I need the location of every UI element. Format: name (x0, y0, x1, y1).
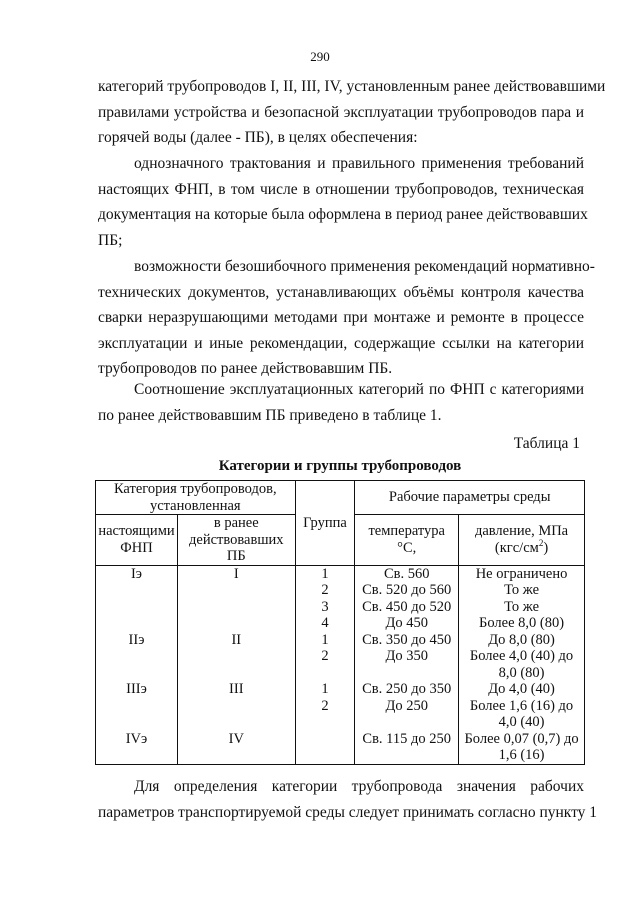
table-cell: Св. 450 до 520 (362, 598, 452, 615)
header-group: Группа (295, 481, 355, 566)
text-line: документация на которые была оформлена в период ранее действовавших (98, 206, 588, 223)
column-current-category (96, 565, 178, 764)
text-line: сварки неразрушающими методами при монтаже и ремонте в процессе (98, 309, 584, 326)
text-line: параметров транспортируемой среды следует принимать согласно пункту 1 (98, 803, 598, 821)
table-cell: Св. 115 до 250 (362, 730, 452, 747)
table-cell: Более 1,6 (16) до (469, 697, 574, 714)
text-line: категорий трубопроводов I, II, III, IV, установленным ранее действовавшими (98, 78, 606, 95)
text-line: эксплуатации и иные рекомендации, содержащие ссылки на категории (98, 334, 584, 352)
table-cell: 2 (321, 648, 329, 664)
page-number: 290 (310, 49, 330, 64)
text-line: возможности безошибочного применения рекомендаций нормативно- (134, 258, 595, 275)
column-pressure (459, 565, 585, 764)
table-cell (180, 582, 293, 599)
text-line: настоящих ФНП, в том числе в отношении трубопроводов, техническая (98, 180, 584, 198)
table-cell: Iэ (130, 565, 143, 582)
paragraph-determination (98, 774, 598, 825)
table-cell (298, 714, 353, 731)
table-cell: 1 (321, 631, 329, 648)
table-cell: Более 4,0 (40) до (469, 648, 574, 664)
header-former: в ранее действовавших ПБ (177, 515, 295, 566)
table-cell: Не ограничено (475, 565, 568, 582)
table-cell (180, 615, 293, 632)
table-cell (180, 665, 293, 682)
paragraph-intro (98, 74, 606, 151)
paragraph-interpretation (98, 151, 588, 253)
table-cell (180, 599, 293, 616)
table-cell: 3 (321, 598, 329, 615)
table-cell: Более 8,0 (80) (479, 615, 565, 631)
table-cell: 1 (321, 681, 329, 697)
table-cell (98, 648, 175, 665)
table-cell: До 4,0 (40) (488, 681, 555, 697)
table-cell: Более 0,07 (0,7) до (464, 730, 579, 747)
table-cell: 2 (321, 697, 329, 714)
table-cell (357, 714, 456, 731)
header-category: Категория трубопроводов, установленная (96, 481, 296, 515)
header-params: Рабочие параметры среды (355, 481, 585, 515)
header-current: настоящими ФНП (96, 515, 178, 566)
table-cell (357, 665, 456, 682)
column-former-category (177, 565, 295, 764)
text-line: горячей воды (далее - ПБ), в целях обеспечения: (98, 129, 418, 146)
table-label: Таблица 1 (513, 435, 580, 452)
text-line: технических документов, устанавливающих объёмы контроля качества (98, 283, 584, 301)
table-cell (98, 665, 175, 682)
table-cell (98, 599, 175, 616)
table-cell: IIэ (128, 631, 145, 648)
header-pressure (459, 515, 585, 566)
table-cell: Св. 520 до 560 (362, 582, 452, 598)
header-pressure-line2: $(кгс/см^2)$ (494, 537, 549, 556)
header-temperature: температура °С, (355, 515, 459, 566)
table-cell (98, 615, 175, 632)
table-cell (180, 698, 293, 715)
table-cell: То же (504, 598, 539, 615)
table-cell: 8,0 (80) (498, 664, 545, 681)
table-cell: Св. 350 до 450 (362, 631, 452, 648)
table-cell (98, 582, 175, 599)
text-line: Для определения категории трубопровода значения рабочих (134, 778, 584, 795)
text-line: по ранее действовавшим ПБ приведено в таблице 1. (98, 406, 442, 424)
table-cell (180, 714, 293, 731)
text-line: трубопроводов по ранее действовавшим ПБ. (98, 360, 393, 377)
table-cell (98, 698, 175, 715)
table-cell (180, 648, 293, 665)
paragraph-correspondence (98, 377, 584, 428)
table-cell: I (233, 565, 239, 582)
table-cell (298, 665, 353, 682)
table-cell (298, 731, 353, 748)
table-cell: 2 (321, 582, 329, 598)
table-cell: II (231, 631, 242, 648)
header-pressure-line1: давление, МПа (474, 523, 569, 540)
text-line: ПБ; (98, 231, 123, 249)
categories-table (95, 480, 585, 765)
text-line: однозначного трактования и правильного применения требований (134, 155, 584, 172)
table-cell: До 8,0 (80) (488, 631, 555, 648)
table-cell: До 250 (385, 697, 428, 714)
column-temperature (355, 565, 459, 764)
table-cell (98, 714, 175, 731)
text-line: правилами устройства и безопасной эксплуатации трубопроводов пара и (98, 103, 584, 121)
table-cell: IV (228, 730, 244, 747)
table-cell: Св. 560 (383, 565, 430, 582)
column-group (295, 565, 355, 764)
table-cell: 4 (321, 615, 329, 631)
table-cell: IVэ (125, 730, 148, 747)
text-line: Соотношение эксплуатационных категорий по ФНП с категориями (134, 381, 584, 398)
table-cell: То же (504, 582, 539, 598)
table-cell: Св. 250 до 350 (362, 681, 452, 697)
table-cell: До 450 (385, 615, 428, 631)
table-cell: 4,0 (40) (498, 714, 545, 730)
table-cell: IIIэ (126, 681, 147, 697)
table-cell: До 350 (385, 648, 428, 664)
table-title: Категории и группы трубопроводов (218, 458, 462, 474)
table-cell: III (229, 681, 244, 697)
table-cell: 1,6 (16) (498, 747, 545, 763)
paragraph-recommendations (98, 254, 595, 382)
table-cell: 1 (321, 565, 329, 582)
